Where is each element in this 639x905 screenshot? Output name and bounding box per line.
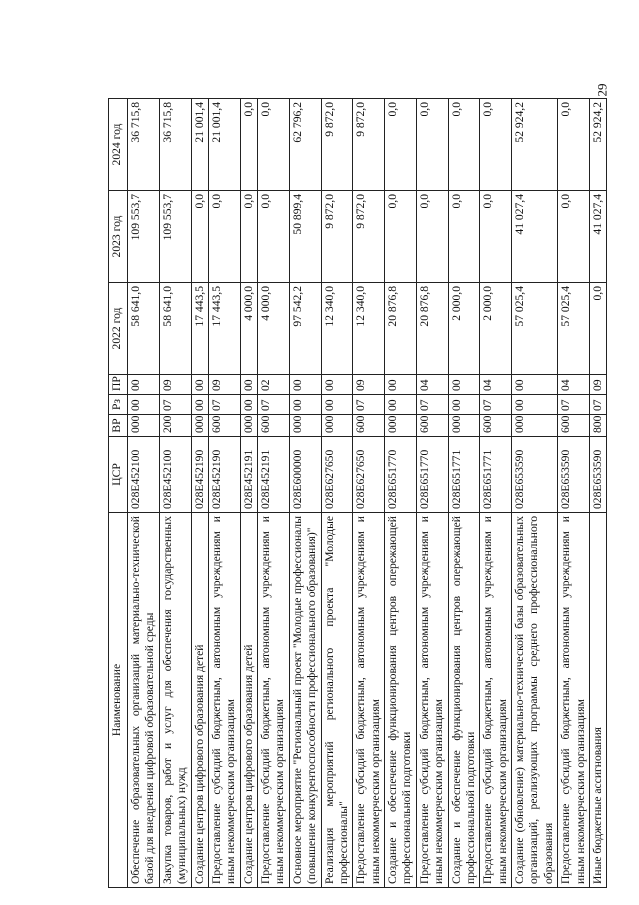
cell-name: Предоставление субсидий бюджетным, автономным учреждениям и иным некоммерческим организациям xyxy=(558,513,590,888)
cell-2022: 57 025,4 xyxy=(512,283,558,375)
cell-vr: 000 xyxy=(512,415,558,437)
table-row xyxy=(589,99,606,888)
table-row xyxy=(448,99,480,888)
cell-csr: 028E653590 xyxy=(558,437,590,513)
table-row xyxy=(321,99,353,888)
cell-name: Создание и обеспечение функционирования центров опережающей профессиональной подготовки xyxy=(385,513,417,888)
column-header-2022: 2022 год xyxy=(109,283,128,375)
cell-2023: 41 027,4 xyxy=(512,191,558,283)
cell-2024: 0,0 xyxy=(480,99,512,191)
cell-2022: 2 000,0 xyxy=(480,283,512,375)
cell-2022: 4 000,0 xyxy=(258,283,290,375)
cell-pr: 04 xyxy=(480,375,512,395)
cell-name: Создание центров цифрового образования детей xyxy=(191,513,208,888)
cell-pr: 09 xyxy=(159,375,191,395)
cell-2023: 9 872,0 xyxy=(321,191,353,283)
cell-2024: 52 924,2 xyxy=(589,99,606,191)
cell-pr: 09 xyxy=(353,375,385,395)
page-number: 29 xyxy=(594,83,610,97)
cell-2024: 21 001,4 xyxy=(191,99,208,191)
cell-name: Реализация мероприятий регионального проекта "Молодые профессионалы" xyxy=(321,513,353,888)
cell-csr: 028E452100 xyxy=(128,437,160,513)
cell-vr: 000 xyxy=(321,415,353,437)
cell-rz: 07 xyxy=(208,395,240,415)
cell-rz: 00 xyxy=(512,395,558,415)
cell-2022: 17 443,5 xyxy=(208,283,240,375)
column-header-name: Наименование xyxy=(109,513,128,888)
cell-csr: 028E651770 xyxy=(416,437,448,513)
cell-vr: 600 xyxy=(258,415,290,437)
cell-name: Предоставление субсидий бюджетным, автономным учреждениям и иным некоммерческим организациям xyxy=(480,513,512,888)
cell-name: Иные бюджетные ассигнования xyxy=(589,513,606,888)
cell-vr: 600 xyxy=(558,415,590,437)
cell-2023: 0,0 xyxy=(240,191,257,283)
cell-name: Обеспечение образовательных организаций материально-технической базой для внедрения цифровой образовательной среды xyxy=(128,513,160,888)
cell-rz: 00 xyxy=(289,395,321,415)
cell-2023: 9 872,0 xyxy=(353,191,385,283)
cell-2023: 0,0 xyxy=(448,191,480,283)
cell-name: Закупка товаров, работ и услуг для обеспечения государственных (муниципальных) нужд xyxy=(159,513,191,888)
cell-2023: 0,0 xyxy=(416,191,448,283)
cell-2023: 50 899,4 xyxy=(289,191,321,283)
cell-vr: 000 xyxy=(448,415,480,437)
table-row xyxy=(159,99,191,888)
cell-2022: 2 000,0 xyxy=(448,283,480,375)
table-row xyxy=(258,99,290,888)
table-row xyxy=(416,99,448,888)
table-row xyxy=(240,99,257,888)
cell-2023: 0,0 xyxy=(480,191,512,283)
cell-pr: 00 xyxy=(191,375,208,395)
cell-2022: 58 641,0 xyxy=(128,283,160,375)
cell-2023: 0,0 xyxy=(558,191,590,283)
cell-vr: 000 xyxy=(128,415,160,437)
cell-2022: 97 542,2 xyxy=(289,283,321,375)
cell-2024: 0,0 xyxy=(385,99,417,191)
cell-vr: 600 xyxy=(208,415,240,437)
cell-name: Предоставление субсидий бюджетным, автономным учреждениям и иным некоммерческим организациям xyxy=(416,513,448,888)
cell-2023: 0,0 xyxy=(258,191,290,283)
cell-csr: 028E653590 xyxy=(589,437,606,513)
cell-name: Основное мероприятие "Региональный проект "Молодые профессионалы (повышение конкурентоспособности профессионального образования)" xyxy=(289,513,321,888)
cell-rz: 00 xyxy=(128,395,160,415)
cell-pr: 09 xyxy=(589,375,606,395)
cell-vr: 600 xyxy=(416,415,448,437)
cell-2024: 36 715,8 xyxy=(128,99,160,191)
cell-vr: 000 xyxy=(385,415,417,437)
table-row xyxy=(353,99,385,888)
cell-rz: 00 xyxy=(191,395,208,415)
table-body xyxy=(128,99,607,888)
table-row xyxy=(191,99,208,888)
cell-2024: 52 924,2 xyxy=(512,99,558,191)
cell-csr: 028E653590 xyxy=(512,437,558,513)
cell-2023: 109 553,7 xyxy=(128,191,160,283)
cell-rz: 07 xyxy=(480,395,512,415)
cell-pr: 04 xyxy=(416,375,448,395)
table-row xyxy=(480,99,512,888)
cell-pr: 00 xyxy=(240,375,257,395)
cell-2024: 9 872,0 xyxy=(353,99,385,191)
cell-2022: 4 000,0 xyxy=(240,283,257,375)
table-row xyxy=(558,99,590,888)
cell-rz: 07 xyxy=(258,395,290,415)
budget-table xyxy=(108,98,607,888)
cell-csr: 028E651771 xyxy=(480,437,512,513)
table-row xyxy=(289,99,321,888)
cell-csr: 028E600000 xyxy=(289,437,321,513)
column-header-csr: ЦСР xyxy=(109,437,128,513)
cell-vr: 000 xyxy=(289,415,321,437)
cell-2024: 0,0 xyxy=(448,99,480,191)
table-row xyxy=(208,99,240,888)
cell-rz: 07 xyxy=(353,395,385,415)
cell-name: Создание (обновление) материально-технической базы образовательных организаций, реализующих программы среднего профессионального образования xyxy=(512,513,558,888)
cell-rz: 07 xyxy=(558,395,590,415)
cell-pr: 00 xyxy=(128,375,160,395)
table-row xyxy=(128,99,160,888)
cell-2022: 12 340,0 xyxy=(353,283,385,375)
table-header-row xyxy=(109,99,128,888)
cell-pr: 00 xyxy=(321,375,353,395)
table-row xyxy=(385,99,417,888)
cell-csr: 028E452100 xyxy=(159,437,191,513)
cell-2023: 0,0 xyxy=(208,191,240,283)
cell-2022: 0,0 xyxy=(589,283,606,375)
cell-vr: 000 xyxy=(191,415,208,437)
cell-name: Предоставление субсидий бюджетным, автономным учреждениям и иным некоммерческим организациям xyxy=(258,513,290,888)
cell-rz: 07 xyxy=(589,395,606,415)
cell-2022: 20 876,8 xyxy=(416,283,448,375)
cell-name: Создание и обеспечение функционирования центров опережающей профессиональной подготовки xyxy=(448,513,480,888)
cell-2024: 62 796,2 xyxy=(289,99,321,191)
cell-2024: 0,0 xyxy=(416,99,448,191)
cell-pr: 09 xyxy=(208,375,240,395)
column-header-rz: Рз xyxy=(109,395,128,415)
cell-rz: 00 xyxy=(448,395,480,415)
cell-rz: 00 xyxy=(321,395,353,415)
cell-rz: 07 xyxy=(159,395,191,415)
cell-2022: 58 641,0 xyxy=(159,283,191,375)
cell-csr: 028E452190 xyxy=(208,437,240,513)
cell-pr: 00 xyxy=(289,375,321,395)
cell-pr: 04 xyxy=(558,375,590,395)
cell-pr: 00 xyxy=(385,375,417,395)
column-header-vr: ВР xyxy=(109,415,128,437)
cell-name: Создание центров цифрового образования детей xyxy=(240,513,257,888)
cell-2023: 109 553,7 xyxy=(159,191,191,283)
cell-2024: 21 001,4 xyxy=(208,99,240,191)
cell-2024: 9 872,0 xyxy=(321,99,353,191)
cell-name: Предоставление субсидий бюджетным, автономным учреждениям и иным некоммерческим организациям xyxy=(353,513,385,888)
cell-2023: 0,0 xyxy=(385,191,417,283)
cell-2024: 0,0 xyxy=(258,99,290,191)
cell-rz: 00 xyxy=(240,395,257,415)
cell-name: Предоставление субсидий бюджетным, автономным учреждениям и иным некоммерческим организациям xyxy=(208,513,240,888)
rotated-page-content xyxy=(108,98,604,888)
cell-pr: 00 xyxy=(512,375,558,395)
cell-2022: 20 876,8 xyxy=(385,283,417,375)
cell-csr: 028E452191 xyxy=(258,437,290,513)
cell-pr: 02 xyxy=(258,375,290,395)
cell-rz: 00 xyxy=(385,395,417,415)
cell-csr: 028E651770 xyxy=(385,437,417,513)
cell-2022: 57 025,4 xyxy=(558,283,590,375)
cell-2022: 12 340,0 xyxy=(321,283,353,375)
cell-csr: 028E627650 xyxy=(321,437,353,513)
cell-csr: 028E651771 xyxy=(448,437,480,513)
cell-2024: 0,0 xyxy=(558,99,590,191)
cell-rz: 07 xyxy=(416,395,448,415)
column-header-pr: ПР xyxy=(109,375,128,395)
cell-csr: 028E452190 xyxy=(191,437,208,513)
cell-vr: 800 xyxy=(589,415,606,437)
cell-vr: 200 xyxy=(159,415,191,437)
cell-2023: 41 027,4 xyxy=(589,191,606,283)
cell-pr: 00 xyxy=(448,375,480,395)
cell-csr: 028E627650 xyxy=(353,437,385,513)
cell-2022: 17 443,5 xyxy=(191,283,208,375)
cell-2024: 0,0 xyxy=(240,99,257,191)
cell-vr: 000 xyxy=(240,415,257,437)
cell-2024: 36 715,8 xyxy=(159,99,191,191)
table-row xyxy=(512,99,558,888)
cell-vr: 600 xyxy=(353,415,385,437)
cell-2023: 0,0 xyxy=(191,191,208,283)
cell-vr: 600 xyxy=(480,415,512,437)
cell-csr: 028E452191 xyxy=(240,437,257,513)
column-header-2023: 2023 год xyxy=(109,191,128,283)
column-header-2024: 2024 год xyxy=(109,99,128,191)
